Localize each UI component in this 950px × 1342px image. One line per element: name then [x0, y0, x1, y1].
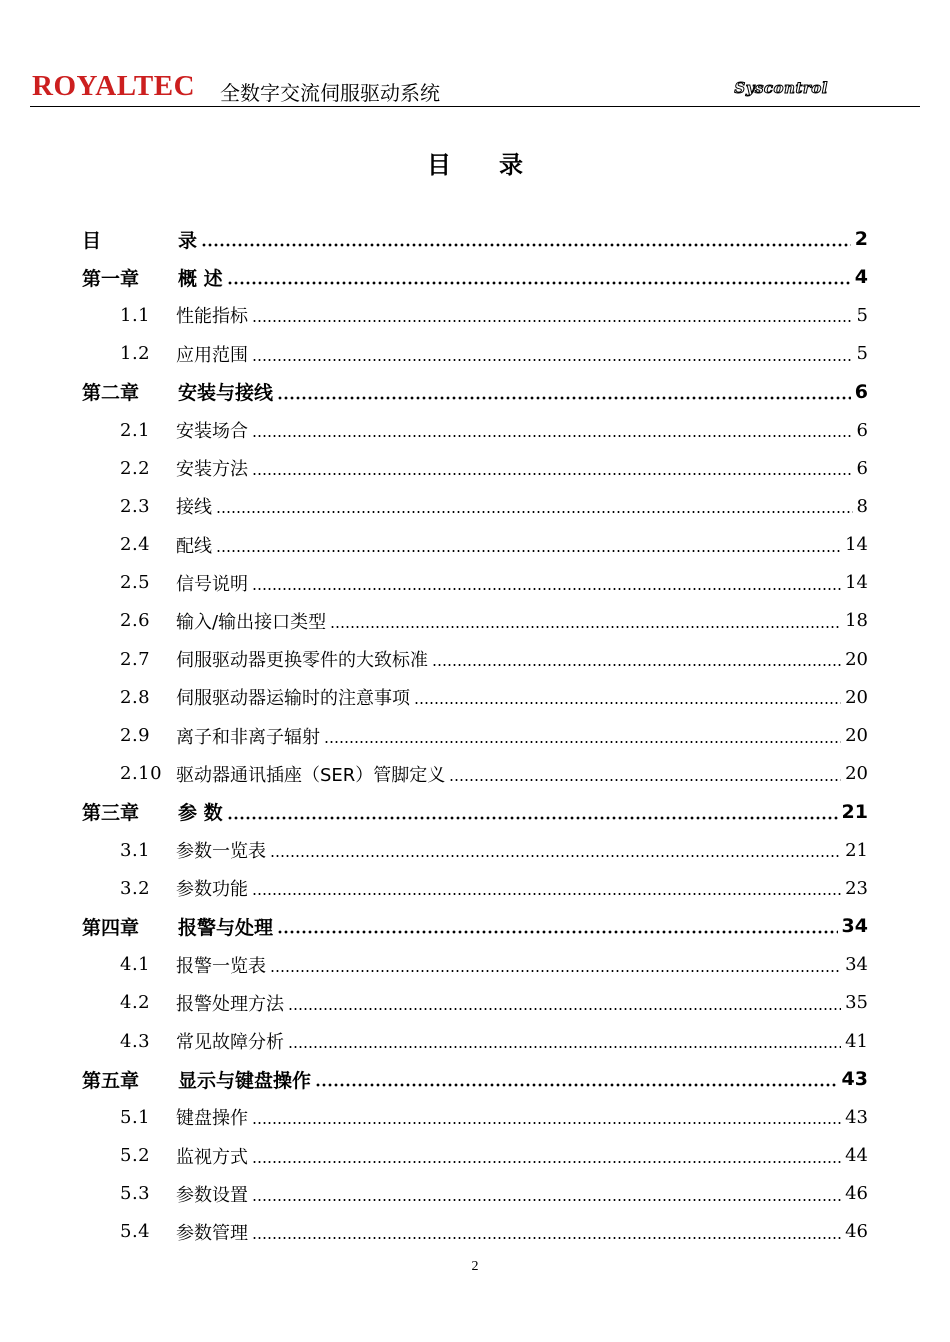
dot-leader	[315, 1083, 838, 1087]
dot-leader	[201, 243, 851, 247]
toc-entry-number: 第五章	[82, 1069, 140, 1092]
toc-section-entry[interactable]	[82, 716, 868, 754]
toc-section-entry[interactable]	[82, 335, 868, 373]
toc-title: 目 录	[427, 151, 523, 179]
toc-section-entry[interactable]	[82, 449, 868, 487]
toc-entry-number: 2.9	[120, 725, 151, 747]
toc-entry-title: 常见故障分析	[176, 1032, 284, 1054]
dot-leader	[252, 1121, 841, 1125]
toc-entry-page: 35	[845, 992, 868, 1014]
toc-entry-title: 输入/输出接口类型	[176, 611, 327, 633]
dot-leader	[252, 1198, 841, 1202]
toc-entry-title: 键盘操作	[176, 1108, 248, 1130]
dot-leader	[414, 701, 841, 705]
toc-chapter-entry[interactable]	[82, 1060, 868, 1098]
dot-leader	[330, 625, 841, 629]
dot-leader	[270, 854, 841, 858]
toc-section-entry[interactable]	[82, 946, 868, 984]
toc-entry-number: 5.1	[120, 1106, 151, 1128]
toc-entry-page: 14	[845, 572, 868, 594]
toc-entry-page: 41	[845, 1030, 868, 1052]
toc-entry-page: 20	[845, 725, 868, 747]
toc-entry-page: 34	[841, 915, 868, 938]
toc-entry-page: 8	[856, 495, 868, 517]
page-header	[30, 66, 920, 107]
brand-logo-text: ROYALTEC	[32, 70, 196, 102]
toc-entry-title: 报警处理方法	[176, 993, 284, 1015]
toc-entry-number: 2.4	[120, 534, 151, 556]
toc-entry-title: 参 数	[178, 802, 223, 825]
toc-entry-number: 目	[82, 229, 102, 252]
toc-entry-page: 21	[841, 800, 868, 823]
toc-entry-page: 44	[845, 1145, 868, 1167]
toc-entry-number: 第四章	[82, 916, 140, 939]
toc-entry-page: 21	[845, 839, 868, 861]
toc-entry-number: 2.2	[120, 457, 151, 479]
toc-section-entry[interactable]	[82, 984, 868, 1022]
dot-leader	[324, 740, 841, 744]
dot-leader	[216, 549, 841, 553]
page-number: 2	[471, 1259, 479, 1274]
toc-entry-title: 配线	[176, 535, 212, 557]
toc-section-entry[interactable]	[82, 296, 868, 334]
dot-leader	[227, 816, 838, 820]
toc-entry-title: 安装与接线	[178, 382, 274, 405]
dot-leader	[252, 1236, 841, 1240]
toc-entry-title: 性能指标	[176, 306, 248, 328]
toc-entry-number: 4.2	[120, 992, 151, 1014]
toc-section-entry[interactable]	[82, 869, 868, 907]
toc-entry-number: 2.3	[120, 495, 151, 517]
toc-section-entry[interactable]	[82, 487, 868, 525]
toc-entry-title: 接线	[176, 497, 212, 519]
toc-entry-number: 2.7	[120, 648, 151, 670]
toc-section-entry[interactable]	[82, 1175, 868, 1213]
toc-entry-title: 报警一览表	[176, 955, 266, 977]
toc-entry-number: 5.3	[120, 1183, 151, 1205]
toc-entry-page: 20	[845, 763, 868, 785]
toc-entry-title: 离子和非离子辐射	[176, 726, 320, 748]
toc-entry-number: 2.5	[120, 572, 151, 594]
toc-entry-page: 46	[845, 1221, 868, 1243]
toc-entry-number: 第一章	[82, 267, 140, 290]
toc-entry-page: 5	[856, 343, 868, 365]
toc-entry-title: 信号说明	[176, 573, 248, 595]
dot-leader	[288, 1045, 841, 1049]
toc-entry-number: 3.1	[120, 839, 151, 861]
toc-entry-number: 2.8	[120, 686, 151, 708]
toc-section-entry[interactable]	[82, 1098, 868, 1136]
toc-entry-page: 2	[854, 228, 868, 251]
toc-entry-page: 20	[845, 648, 868, 670]
toc-entry-number: 4.3	[120, 1030, 151, 1052]
dot-leader	[449, 778, 841, 782]
toc-section-entry[interactable]	[82, 411, 868, 449]
toc-entry-page: 46	[845, 1183, 868, 1205]
toc-entry-number: 1.2	[120, 343, 151, 365]
toc-section-entry[interactable]	[82, 755, 868, 793]
toc-entry-page: 4	[854, 266, 868, 289]
toc-entry-page: 43	[845, 1106, 868, 1128]
toc-entry-title: 参数功能	[176, 879, 248, 901]
table-of-contents	[82, 220, 868, 1251]
toc-entry-number: 1.1	[120, 304, 151, 326]
toc-section-entry[interactable]	[82, 1137, 868, 1175]
toc-entry-number: 2.6	[120, 610, 151, 632]
toc-entry-page: 18	[845, 610, 868, 632]
toc-chapter-entry[interactable]	[82, 258, 868, 296]
toc-entry-number: 2.10	[120, 763, 163, 785]
toc-section-entry[interactable]	[82, 678, 868, 716]
dot-leader	[252, 892, 841, 896]
toc-entry-number: 3.2	[120, 877, 151, 899]
toc-section-entry[interactable]	[82, 1213, 868, 1251]
toc-entry-title: 报警与处理	[178, 916, 274, 939]
header-subtitle: 全数字交流伺服驱动系统	[220, 81, 440, 105]
syscontrol-logo: Syscontrol	[734, 79, 828, 97]
toc-entry-page: 6	[856, 419, 868, 441]
dot-leader	[432, 663, 841, 667]
toc-chapter-entry[interactable]	[82, 793, 868, 831]
toc-entry-title: 安装方法	[176, 459, 248, 481]
toc-entry-number: 第三章	[82, 802, 140, 825]
toc-entry-title: 安装场合	[176, 421, 248, 443]
toc-entry-number: 4.1	[120, 954, 151, 976]
dot-leader	[252, 587, 841, 591]
dot-leader	[252, 358, 853, 362]
toc-entry-page: 6	[854, 380, 868, 403]
toc-entry-number: 第二章	[82, 382, 140, 405]
toc-entry-page: 6	[856, 457, 868, 479]
toc-chapter-entry[interactable]	[82, 907, 868, 945]
dot-leader	[227, 281, 851, 285]
toc-section-entry[interactable]	[82, 564, 868, 602]
dot-leader	[252, 319, 853, 323]
toc-entry-title: 参数管理	[176, 1222, 248, 1244]
dot-leader	[252, 472, 853, 476]
dot-leader	[252, 434, 853, 438]
toc-entry-number: 5.2	[120, 1145, 151, 1167]
dot-leader	[277, 396, 851, 400]
toc-entry-page: 20	[845, 686, 868, 708]
toc-entry-title: 概 述	[178, 267, 223, 290]
toc-entry-page: 5	[856, 304, 868, 326]
toc-entry-title: 伺服驱动器更换零件的大致标准	[176, 650, 428, 672]
dot-leader	[270, 969, 841, 973]
toc-entry-page: 14	[845, 534, 868, 556]
dot-leader	[216, 510, 853, 514]
toc-entry-number: 2.1	[120, 419, 151, 441]
toc-entry-page: 43	[841, 1068, 868, 1091]
toc-entry-page: 34	[845, 954, 868, 976]
dot-leader	[277, 930, 838, 934]
toc-entry-title: 参数设置	[176, 1184, 248, 1206]
toc-section-entry[interactable]	[82, 640, 868, 678]
toc-entry-title: 监视方式	[176, 1146, 248, 1168]
toc-chapter-entry[interactable]	[82, 373, 868, 411]
toc-entry-title: 参数一览表	[176, 841, 266, 863]
dot-leader	[288, 1007, 841, 1011]
toc-section-entry[interactable]	[82, 602, 868, 640]
toc-entry-title: 伺服驱动器运输时的注意事项	[176, 688, 410, 710]
toc-section-entry[interactable]	[82, 831, 868, 869]
toc-entry-title: 显示与键盘操作	[178, 1069, 312, 1092]
toc-section-entry[interactable]	[82, 1022, 868, 1060]
toc-entry-page: 23	[845, 877, 868, 899]
toc-chapter-entry[interactable]	[82, 220, 868, 258]
toc-section-entry[interactable]	[82, 526, 868, 564]
toc-entry-title: 驱动器通讯插座（SER）管脚定义	[176, 764, 446, 786]
toc-entry-title: 应用范围	[176, 344, 248, 366]
toc-entry-number: 5.4	[120, 1221, 151, 1243]
toc-entry-title: 录	[178, 229, 198, 252]
dot-leader	[252, 1160, 841, 1164]
